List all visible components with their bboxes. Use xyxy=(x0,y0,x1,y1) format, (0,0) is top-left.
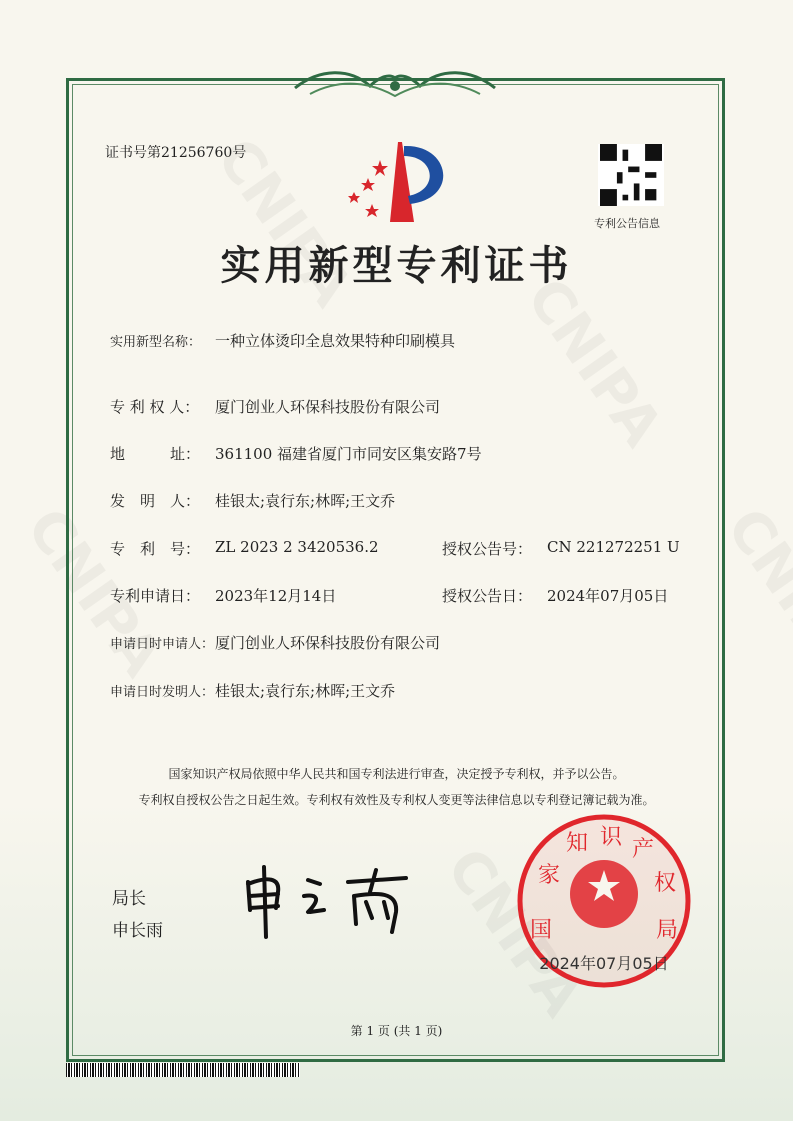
barcode xyxy=(66,1063,300,1077)
field-label: 发 明 人： xyxy=(110,492,201,510)
signatory-title: 局长 xyxy=(112,889,146,909)
field-label: 授权公告号： xyxy=(442,540,533,558)
field-value: 厦门创业人环保科技股份有限公司 xyxy=(215,634,441,652)
field-value: 桂银太;袁行东;林晖;王文乔 xyxy=(215,682,396,700)
field-label: 实用新型名称： xyxy=(110,335,202,350)
field-label: 专 利 权 人： xyxy=(110,398,200,416)
notice-line: 国家知识产权局依照中华人民共和国专利法进行审查，决定授予专利权，并予以公告。 xyxy=(168,767,625,781)
qr-code[interactable] xyxy=(598,144,664,206)
field-label: 地 址： xyxy=(110,445,201,463)
qr-label: 专利公告信息 xyxy=(594,217,660,230)
field-value: 361100 福建省厦门市同安区集安路7号 xyxy=(215,445,482,463)
handwritten-signature xyxy=(238,862,413,942)
field-value: ZL 2023 2 3420536.2 xyxy=(215,538,379,556)
field-value: 厦门创业人环保科技股份有限公司 xyxy=(215,398,441,416)
svg-text:局: 局 xyxy=(655,918,679,943)
cnipa-logo xyxy=(340,138,455,226)
seal-date: 2024年07月05日 xyxy=(539,954,669,973)
official-seal xyxy=(515,812,693,990)
svg-text:国: 国 xyxy=(529,918,553,943)
field-label: 申请日时申请人： xyxy=(110,637,215,652)
field-value: 2024年07月05日 xyxy=(547,587,669,605)
page-title: 实用新型专利证书 xyxy=(220,242,573,289)
field-label: 授权公告日： xyxy=(442,587,533,605)
watermark xyxy=(713,497,793,688)
notice-line: 专利权自授权公告之日起生效。专利权有效性及专利权人变更等法律信息以专利登记簿记载为准。 xyxy=(138,793,655,807)
field-label: 申请日时发明人： xyxy=(110,685,215,700)
certificate-number: 证书号第21256760号 xyxy=(105,145,247,161)
svg-text:产: 产 xyxy=(631,837,655,862)
field-label: 专利申请日： xyxy=(110,587,201,605)
field-value: 2023年12月14日 xyxy=(215,587,337,605)
svg-text:家: 家 xyxy=(537,863,561,888)
signatory-name: 申长雨 xyxy=(112,921,163,941)
svg-text:权: 权 xyxy=(653,871,677,896)
svg-text:知: 知 xyxy=(565,831,589,856)
field-value: 一种立体烫印全息效果特种印刷模具 xyxy=(215,332,456,350)
field-value: CN 221272251 U xyxy=(547,538,680,556)
page-footer: 第 1 页 (共 1 页) xyxy=(350,1024,443,1038)
field-label: 专 利 号： xyxy=(110,540,201,558)
field-value: 桂银太;袁行东;林晖;王文乔 xyxy=(215,492,396,510)
top-ornament xyxy=(290,68,500,102)
svg-text:识: 识 xyxy=(599,825,623,850)
